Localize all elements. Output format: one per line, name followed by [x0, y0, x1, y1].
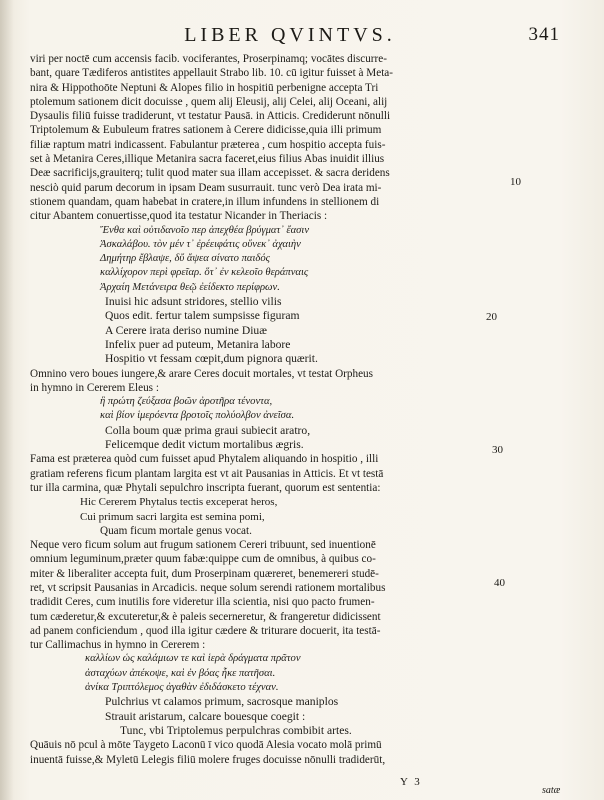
page-header	[120, 24, 560, 52]
greek-verse-line: Δημήτηρ ἔβλαψε, δὔ ἄψεα σίνατο παιδός	[100, 253, 270, 265]
text-block	[30, 52, 486, 767]
text-line: tum cæderetur,& excuteretur,& è paleis secerneretur, & frangeretur didicissent	[30, 610, 381, 623]
text-line: omnium leguminum,præter quum fabæ:quippe cum de omnibus, à quibus co-	[30, 553, 376, 566]
running-head: LIBER QVINTVS.	[184, 24, 396, 46]
catchword: satæ	[542, 785, 561, 796]
text-line: Neque vero ficum solum aut frugum sationem Cereri tribuunt, sed inuentionē	[30, 539, 376, 552]
text-line: in hymno in Cererem Eleus :	[30, 381, 159, 394]
greek-verse-line: Ἀσκαλάβου. τὸν μέν τ᾽ ἐρέειφάτις οὕνεκ᾽ ἀχαιὴν	[100, 238, 301, 250]
text-line: nesciò quid parum decorum in ipsam Deam susurrauit. tunc verò Dea irata mi-	[30, 181, 382, 194]
greek-verse-line: καλλίων ὡς καλάμιων τε καὶ ἱερὰ δράγματα πρᾶτον	[85, 653, 301, 665]
text-line: ad panem conficiendum , quod illa igitur cædere & triturare docuerit, ita testā-	[30, 624, 381, 637]
text-line: set à Metanira Ceres,illique Metanira sacra faceret,eius filius Abas inuidit illius	[30, 153, 385, 166]
greek-verse-line: καὶ βίον ἱμερόεντα βροτοῖς πολύολβον ἀνεῖσα.	[100, 410, 295, 422]
latin-verse-line: Hic Cererem Phytalus tectis exceperat heros,	[80, 496, 278, 509]
latin-verse-line: Hospitio vt fessam cœpit,dum pignora quærit.	[105, 352, 318, 366]
greek-verse-line: ἣ πρώτη ζεύξασα βοῶν ἀροτῆρα τένοντα,	[100, 396, 273, 408]
margin-line-number: 30	[492, 444, 503, 456]
text-line: Triptolemum & Eubuleum fratres sationem à Cerere didicisse,quia illi primum	[30, 124, 382, 137]
latin-verse-line: Pulchrius vt calamos primum, sacrosque maniplos	[105, 695, 339, 709]
text-line: Deæ sacrificijs,grauiterq; tulit quod mater sua illam accepisset. & sacra deridens	[30, 167, 390, 180]
greek-verse-line: Ἔνθα καὶ οὐτιδανοῖο περ ἀπεχθέα βρύγματ᾽ ἔασιν	[100, 224, 310, 236]
text-line: ret, vt scripsit Pausanias in Arcadicis. neque solum serendi rationem mortalibus	[30, 581, 386, 594]
text-line: miter & liberaliter accepta fuit, dum Proserpinam quæreret, benemereri studē-	[30, 567, 379, 580]
text-line: inuentā fuisse,& Myletū Lelegis filiū molere fruges docuisse nōnulli tradiderūt,	[30, 753, 386, 766]
text-line: tur illa carmina, quæ Phytali sepulchro inscripta fuerant, quorum est sententia:	[30, 481, 381, 494]
latin-verse-line: Strauit aristarum, calcare bouesque coegit :	[105, 709, 306, 723]
greek-verse-line: καλλίχορον περὶ φρεῖαρ. ὅτ᾽ ἐν κελεοῖο θεράπναις	[100, 267, 309, 279]
latin-verse-line: Cui primum sacri largita est semina pomi,	[80, 510, 265, 523]
latin-verse-line: Infelix puer ad puteum, Metanira labore	[105, 337, 291, 351]
signature-mark: Y 3	[400, 776, 422, 788]
margin-line-number: 40	[494, 577, 505, 589]
text-line: tur Callimachus in hymno in Cererem :	[30, 639, 206, 652]
margin-line-number: 20	[486, 311, 497, 323]
greek-verse-line: Ἀρχαίη Μετάνειρα θεῷ ἐείδεκτο περίφρων.	[100, 281, 280, 293]
text-line: Fama est præterea quòd cum fuisset apud Phytalem aliquando in hospitio , illi	[30, 453, 379, 466]
text-line: gratiam referens ficum plantam largita est vt ait Pausanias in Atticis. Et vt testā	[30, 467, 384, 480]
text-line: stionem quandam, quam habebat in cratere,in illum infundens in stellionem di	[30, 195, 380, 208]
text-line: ptolemum sationem dicit docuisse , quem alij Eleusij, alij Celei, alij Oceani, alij	[30, 95, 388, 108]
text-line: nira & Hippothoōte Neptuni & Alopes filio in hospitiū perbenigne accepta Tri	[30, 81, 379, 94]
text-line: Dysaulis filiū fuisse tradiderunt, vt testatur Pausā. in Atticis. Crediderunt nōnulli	[30, 110, 391, 123]
text-line: bant, quare Tædiferos antistites appellauit Strabo lib. 10. cū igitur fuisset à Meta-	[30, 67, 393, 80]
page-number: 341	[528, 24, 560, 45]
latin-verse-line: Inuisi hic adsunt stridores, stellio vilis	[105, 295, 282, 309]
text-line: filiæ raptum matri indicassent. Fabulantur præterea , cum hospitio accepta fuis-	[30, 138, 386, 151]
greek-verse-line: ἁνίκα Τριπτόλεμος ἀγαθὰν ἐδιδάσκετο τέχναν.	[85, 682, 279, 694]
text-line: Omnino vero boues iungere,& arare Ceres docuit mortales, vt testat Orpheus	[30, 367, 373, 380]
latin-verse-line: A Cerere irata deriso numine Diuæ	[105, 323, 267, 337]
latin-verse-line: Quos edit. fertur talem sumpsisse figuram	[105, 309, 300, 323]
latin-verse-line: Quam ficum mortale genus vocat.	[100, 524, 252, 537]
text-line: citur Abantem conuertisse,quod ita testatur Nicander in Theriacis :	[30, 210, 328, 223]
binding-shadow	[0, 0, 14, 800]
text-line: tradidit Ceres, cum inutilis fore videretur illa scientia, nisi quo pacto frumen-	[30, 596, 375, 609]
latin-verse-line: Felicemque dedit victum mortalibus ægris.	[105, 438, 304, 452]
latin-verse-line: Colla boum quæ prima graui subiecit aratro,	[105, 423, 311, 437]
greek-verse-line: ἀσταχύων ἀπέκοψε, καὶ ἐν βόας ἧκε πατῆσαι.	[85, 667, 276, 679]
text-line: viri per noctē cum accensis facib. vociferantes, Proserpinamq; vocātes discurre-	[30, 53, 387, 65]
text-line: Quāuis nō pcul à mōte Taygeto Laconū ī vico quodā Alesia vocato molā primū	[30, 739, 382, 752]
margin-line-number: 10	[510, 176, 521, 188]
latin-verse-line: Tunc, vbi Triptolemus perpulchras combibit artes.	[120, 723, 352, 737]
